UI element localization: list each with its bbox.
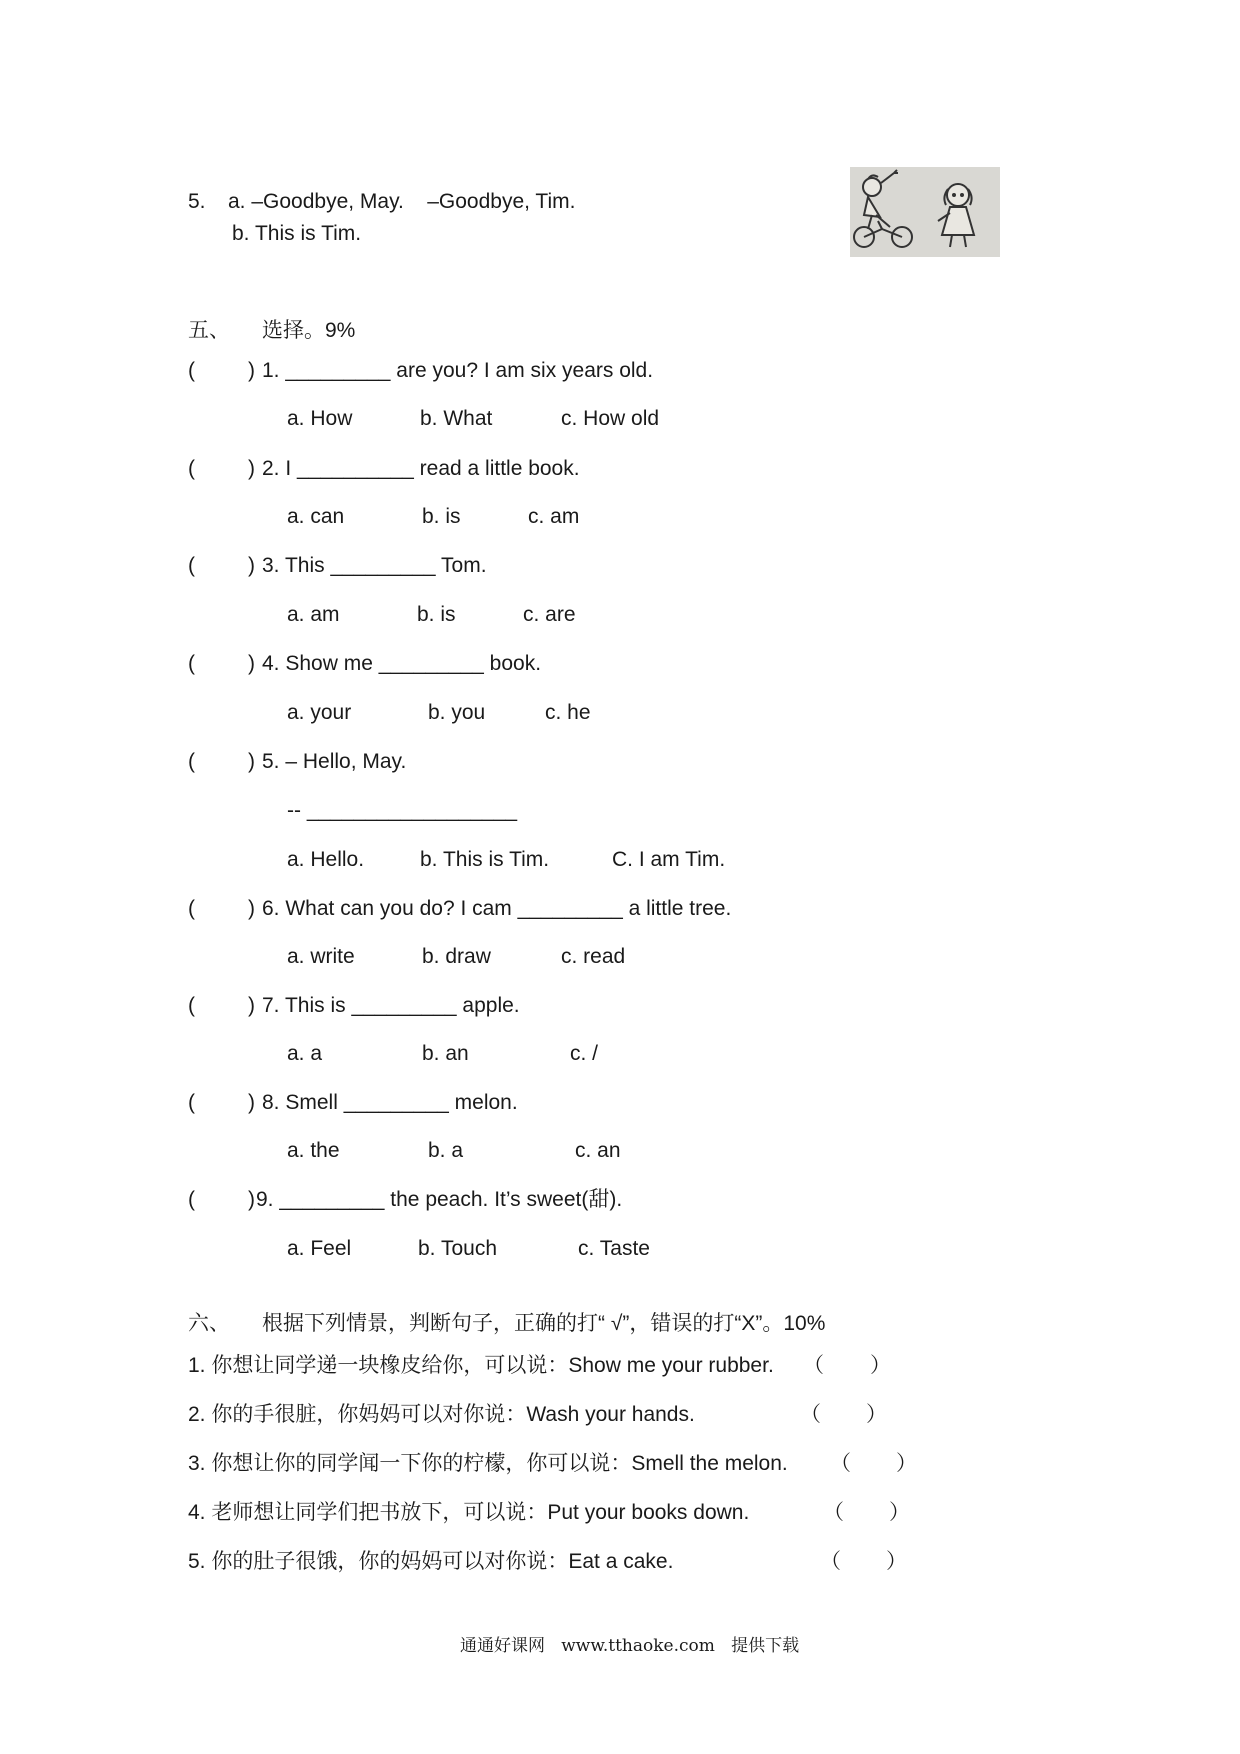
q3-option-a: a. am — [287, 603, 340, 626]
s6-item5-text: 5. 你的肚子很饿，你的妈妈可以对你说：Eat a cake. — [188, 1550, 674, 1573]
q4-paren-open: ( — [188, 652, 195, 675]
s4-item5-option-b: b. This is Tim. — [232, 222, 362, 245]
q1-option-a: a. How — [287, 407, 353, 430]
s6-item1-text: 1. 你想让同学递一块橡皮给你，可以说：Show me your rubber. — [188, 1354, 774, 1377]
q5-stem: 5. – Hello, May. — [262, 750, 407, 773]
q6-paren-close: ) — [248, 897, 255, 920]
s6-item2-text: 2. 你的手很脏，你妈妈可以对你说：Wash your hands. — [188, 1403, 695, 1426]
q2-stem: 2. I __________ read a little book. — [262, 457, 580, 480]
s6-item4-text: 4. 老师想让同学们把书放下，可以说：Put your books down. — [188, 1501, 750, 1524]
q1-paren-close: ) — [248, 359, 255, 382]
q6-option-c: c. read — [561, 945, 626, 968]
q9-option-c: c. Taste — [578, 1237, 650, 1260]
q7-stem: 7. This is _________ apple. — [262, 994, 520, 1017]
q2-option-a: a. can — [287, 505, 345, 528]
q2-option-b: b. is — [422, 505, 461, 528]
q9-paren-open: ( — [188, 1188, 195, 1211]
s6-item2-paren-close: ） — [866, 1403, 887, 1426]
q8-paren-close: ) — [248, 1091, 255, 1114]
footer-watermark: 通通好课网 www.tthaoke.com 提供下载 — [460, 1636, 800, 1656]
q6-stem: 6. What can you do? I cam _________ a little tree. — [262, 897, 732, 920]
section6-heading-number: 六、 — [188, 1312, 230, 1335]
q3-paren-open: ( — [188, 554, 195, 577]
q9-option-a: a. Feel — [287, 1237, 352, 1260]
q6-option-b: b. draw — [422, 945, 491, 968]
q3-option-b: b. is — [417, 603, 456, 626]
q5-option-a: a. Hello. — [287, 848, 365, 871]
q5-option-c: C. I am Tim. — [612, 848, 726, 871]
s6-item5-paren-open: （ — [820, 1550, 841, 1573]
q2-option-c: c. am — [528, 505, 580, 528]
s6-item3-text: 3. 你想让你的同学闻一下你的柠檬，你可以说：Smell the melon. — [188, 1452, 788, 1475]
goodbye-illustration — [850, 167, 1000, 257]
s6-item5-paren-close: ） — [886, 1550, 907, 1573]
s4-item5-option-a: a. –Goodbye, May. –Goodbye, Tim. — [228, 190, 576, 213]
q5-answer-line: -- __________________ — [287, 799, 518, 822]
q2-paren-close: ) — [248, 457, 255, 480]
q4-option-c: c. he — [545, 701, 591, 724]
q8-stem: 8. Smell _________ melon. — [262, 1091, 518, 1114]
s4-item5-number: 5. — [188, 190, 206, 213]
q5-paren-open: ( — [188, 750, 195, 773]
s6-item3-paren-open: （ — [830, 1452, 851, 1475]
q2-paren-open: ( — [188, 457, 195, 480]
q3-option-c: c. are — [523, 603, 576, 626]
s6-item1-paren-open: （ — [803, 1354, 824, 1377]
section5-heading-number: 五、 — [188, 319, 230, 342]
q4-option-a: a. your — [287, 701, 352, 724]
s6-item4-paren-open: （ — [823, 1501, 844, 1524]
q1-stem: 1. _________ are you? I am six years old. — [262, 359, 654, 382]
s6-item2-paren-open: （ — [800, 1403, 821, 1426]
q4-paren-close: ) — [248, 652, 255, 675]
section6-heading-text: 根据下列情景，判断句子，正确的打“ √”，错误的打“X”。10% — [262, 1312, 826, 1335]
q7-option-b: b. an — [422, 1042, 469, 1065]
q9-stem: 9. _________ the peach. It’s sweet(甜). — [256, 1188, 623, 1211]
q8-option-a: a. the — [287, 1139, 340, 1162]
s6-item1-paren-close: ） — [870, 1354, 891, 1377]
q9-paren-close: ) — [248, 1188, 255, 1211]
q7-option-c: c. / — [570, 1042, 599, 1065]
q8-option-b: b. a — [428, 1139, 464, 1162]
q3-stem: 3. This _________ Tom. — [262, 554, 487, 577]
q8-option-c: c. an — [575, 1139, 621, 1162]
s6-item3-paren-close: ） — [896, 1452, 917, 1475]
section5-heading-text: 选择。9% — [262, 319, 356, 342]
q4-option-b: b. you — [428, 701, 486, 724]
q3-paren-close: ) — [248, 554, 255, 577]
q6-paren-open: ( — [188, 897, 195, 920]
q8-paren-open: ( — [188, 1091, 195, 1114]
q6-option-a: a. write — [287, 945, 355, 968]
q5-option-b: b. This is Tim. — [420, 848, 550, 871]
q7-option-a: a. a — [287, 1042, 323, 1065]
q7-paren-close: ) — [248, 994, 255, 1017]
s6-item4-paren-close: ） — [889, 1501, 910, 1524]
q1-paren-open: ( — [188, 359, 195, 382]
q7-paren-open: ( — [188, 994, 195, 1017]
q1-option-c: c. How old — [561, 407, 660, 430]
q9-option-b: b. Touch — [418, 1237, 498, 1260]
q1-option-b: b. What — [420, 407, 493, 430]
q4-stem: 4. Show me _________ book. — [262, 652, 542, 675]
q5-paren-close: ) — [248, 750, 255, 773]
